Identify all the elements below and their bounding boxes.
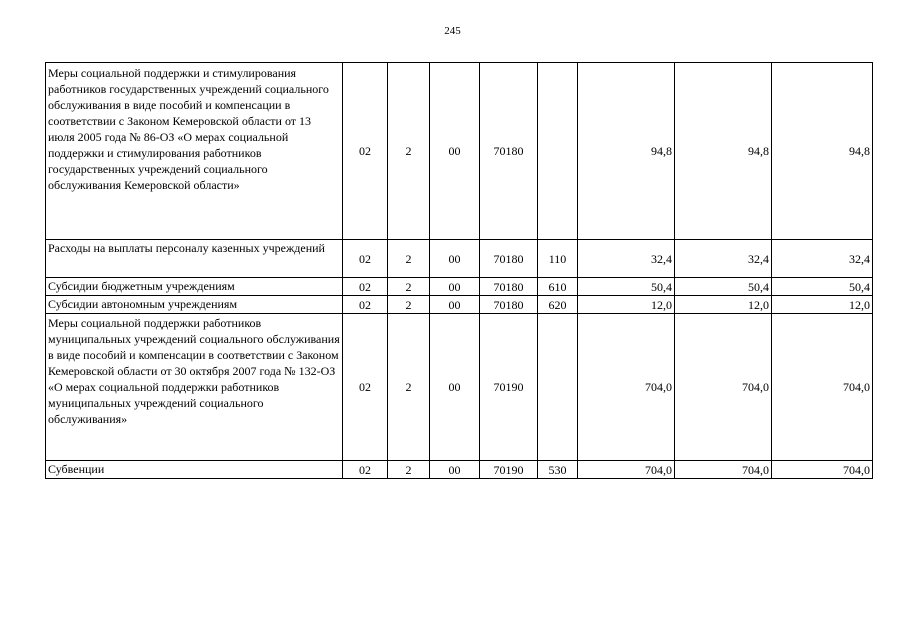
article-code: 70180: [480, 63, 538, 240]
amount-year-3: 704,0: [772, 461, 873, 479]
row-name: Субсидии бюджетным учреждениям: [46, 278, 343, 296]
article-code: 70190: [480, 314, 538, 461]
program-code: 00: [430, 63, 480, 240]
subsection-code: 2: [388, 278, 430, 296]
amount-year-2: 704,0: [675, 461, 772, 479]
subsection-code: 2: [388, 296, 430, 314]
row-name: Меры социальной поддержки работников муниципальных учреждений социального обслуживания в виде пособий и компенсации в соответствии с Законом Кемеровской области от 30 октября 2007 года № 132-ОЗ «О мерах социальной поддержки работников муниципальных учреждений социального обслуживания»: [46, 314, 343, 461]
amount-year-1: 32,4: [578, 240, 675, 278]
table-row: [46, 461, 873, 479]
article-code: 70190: [480, 461, 538, 479]
expense-type: [538, 314, 578, 461]
amount-year-3: 704,0: [772, 314, 873, 461]
program-code: 00: [430, 240, 480, 278]
amount-year-1: 12,0: [578, 296, 675, 314]
amount-year-2: 50,4: [675, 278, 772, 296]
amount-year-3: 32,4: [772, 240, 873, 278]
article-code: 70180: [480, 278, 538, 296]
section-code: 02: [343, 63, 388, 240]
program-code: 00: [430, 461, 480, 479]
amount-year-2: 94,8: [675, 63, 772, 240]
budget-table: [45, 62, 873, 479]
expense-type: 610: [538, 278, 578, 296]
amount-year-1: 704,0: [578, 314, 675, 461]
expense-type: 530: [538, 461, 578, 479]
amount-year-3: 94,8: [772, 63, 873, 240]
section-code: 02: [343, 240, 388, 278]
amount-year-1: 94,8: [578, 63, 675, 240]
table-row: [46, 278, 873, 296]
row-name: Субсидии автономным учреждениям: [46, 296, 343, 314]
amount-year-1: 50,4: [578, 278, 675, 296]
program-code: 00: [430, 314, 480, 461]
amount-year-3: 50,4: [772, 278, 873, 296]
table-row: [46, 63, 873, 240]
expense-type: [538, 63, 578, 240]
amount-year-3: 12,0: [772, 296, 873, 314]
table-row: [46, 240, 873, 278]
expense-type: 620: [538, 296, 578, 314]
amount-year-2: 32,4: [675, 240, 772, 278]
subsection-code: 2: [388, 461, 430, 479]
subsection-code: 2: [388, 240, 430, 278]
page-number: 245: [444, 25, 461, 37]
section-code: 02: [343, 314, 388, 461]
row-name: Расходы на выплаты персоналу казенных учреждений: [46, 240, 343, 278]
table-row: [46, 296, 873, 314]
article-code: 70180: [480, 296, 538, 314]
amount-year-2: 12,0: [675, 296, 772, 314]
row-name: Меры социальной поддержки и стимулирования работников государственных учреждений социального обслуживания в виде пособий и компенсации в соответствии с Законом Кемеровской области от 13 июля 2005 года № 86-ОЗ «О мерах социальной поддержки и стимулирования работников государственных учреждений социального обслуживания Кемеровской области»: [46, 63, 343, 240]
program-code: 00: [430, 296, 480, 314]
table-row: [46, 314, 873, 461]
section-code: 02: [343, 296, 388, 314]
article-code: 70180: [480, 240, 538, 278]
program-code: 00: [430, 278, 480, 296]
subsection-code: 2: [388, 63, 430, 240]
subsection-code: 2: [388, 314, 430, 461]
row-name: Субвенции: [46, 461, 343, 479]
expense-type: 110: [538, 240, 578, 278]
amount-year-1: 704,0: [578, 461, 675, 479]
amount-year-2: 704,0: [675, 314, 772, 461]
section-code: 02: [343, 461, 388, 479]
section-code: 02: [343, 278, 388, 296]
